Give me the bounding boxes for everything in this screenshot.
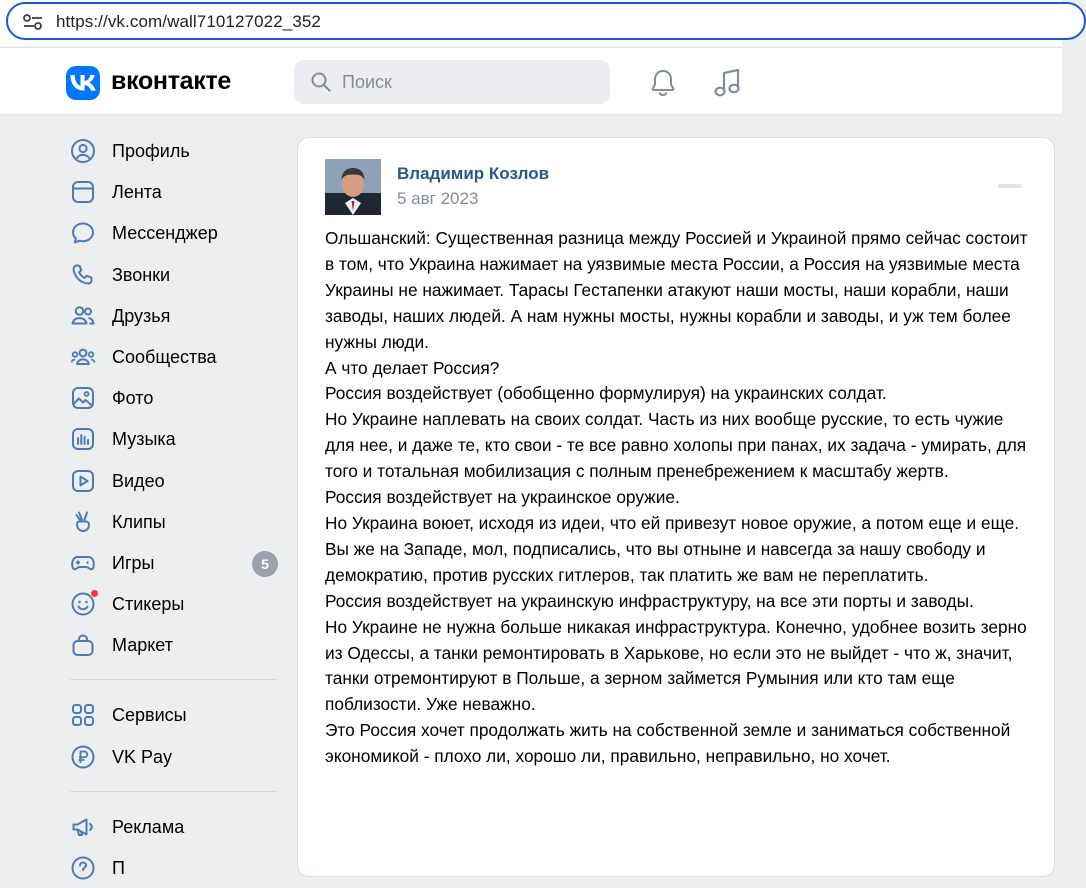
video-icon [70,468,96,494]
newsfeed-icon [70,179,96,205]
gamepad-icon [70,550,96,576]
left-sidebar [60,130,282,888]
services-grid-icon [70,702,96,728]
post-paragraph: А что делает Россия? [325,357,500,378]
sidebar-item-label: Игры [112,552,155,573]
new-indicator-dot [90,589,99,598]
games-count-badge: 5 [252,551,278,577]
brand-wordmark[interactable]: вконтакте [111,67,232,95]
sidebar-item-communities[interactable] [60,336,282,377]
sidebar-item-help[interactable] [60,847,282,888]
post-paragraph: Россия воздействует (обобщенно формулируя) на украинских солдат. [325,383,887,404]
chat-bubble-icon [70,220,96,246]
sidebar-item-services[interactable] [60,694,282,735]
sidebar-divider [70,679,277,680]
clips-icon [70,509,96,535]
post-more-button[interactable] [998,184,1022,188]
help-icon [70,855,96,881]
sidebar-item-label: Маркет [112,635,173,656]
sidebar-item-label: Клипы [112,511,166,532]
sidebar-item-clips[interactable] [60,501,282,542]
sidebar-item-label: Музыка [112,429,176,450]
sidebar-item-video[interactable] [60,460,282,501]
sidebar-item-label: Друзья [112,305,171,326]
sidebar-item-friends[interactable] [60,295,282,336]
photo-icon [70,385,96,411]
sidebar-item-label: Сервисы [112,705,187,726]
sidebar-item-feed[interactable] [60,171,282,212]
sidebar-item-label: Звонки [112,264,171,285]
sidebar-item-messenger[interactable] [60,212,282,253]
megaphone-icon [70,814,96,840]
user-circle-icon [70,138,96,164]
post-text [325,226,1030,770]
post-paragraph: Ольшанский: Существенная разница между Россией и Украиной прямо сейчас состоит в том, что Украина нажимает на уязвимые места России, а Россия на уязвимые места Украины не нажимает. Тарасы Гестапенки атакуют наши мосты, наши корабли, наши заводы, наших людей. А нам нужны мосты, нужны корабли и заводы, и уж тем более нужны люди. [325,228,1028,352]
phone-icon [70,262,96,288]
url-text[interactable]: https://vk.com/wall710127022_352 [56,12,321,31]
sidebar-item-label: Видео [112,470,165,491]
sidebar-item-label: VK Pay [112,746,173,767]
post-paragraph: Это Россия хочет продолжать жить на собственной земле и заниматься собственной экономикой - плохо ли, хорошо ли, правильно, неправильно, но хочет. [325,720,1011,767]
sidebar-item-profile[interactable] [60,130,282,171]
sidebar-item-ads[interactable] [60,806,282,847]
search-input[interactable] [342,60,592,104]
post-paragraph: Но Украине наплевать на своих солдат. Часть из них вообще русские, то есть чужие для нее, и даже те, кто свои - те все равно холопы при панах, их задача - умирать, для того и тотальная мобилизация с полным пренебрежением к масштабу жертв. [325,409,1027,482]
sidebar-item-games[interactable] [60,542,282,583]
sidebar-item-label: Стикеры [112,594,185,615]
post-paragraph: Но Украина воюет, исходя из идеи, что ей привезут новое оружие, а потом еще и еще. Вы же на Западе, мол, подписались, что вы отныне и навсегда за нашу свободу и демократию, против русских гитлеров, так платить же вам не переплатить. [325,512,1020,585]
sidebar-item-label: Профиль [112,141,190,161]
author-avatar[interactable] [325,159,381,215]
sidebar-item-calls[interactable] [60,254,282,295]
friends-icon [70,303,96,329]
site-settings-icon[interactable] [22,13,44,31]
browser-toolbar [0,0,1062,46]
post-paragraph: Россия воздействует на украинское оружие. [325,487,680,508]
sidebar-item-vkpay[interactable] [60,736,282,777]
post-author-name[interactable]: Владимир Козлов [397,164,550,183]
vk-logo-icon[interactable] [66,66,100,100]
bell-icon[interactable] [648,68,678,98]
sidebar-item-label: Реклама [112,816,185,837]
sidebar-divider [70,791,277,792]
search-box[interactable] [294,60,610,104]
market-bag-icon [70,632,96,658]
sidebar-item-label: Фото [112,388,154,409]
post-date[interactable]: 5 авг 2023 [397,189,479,208]
communities-icon [70,344,96,370]
music-note-icon[interactable] [713,67,743,99]
sidebar-item-label: Сообщества [112,346,217,367]
site-header [0,47,1062,115]
sidebar-item-stickers[interactable] [60,583,282,624]
address-bar[interactable] [6,2,1086,40]
music-icon [70,426,96,452]
sidebar-item-label: П [112,858,125,878]
vkpay-icon [70,744,96,770]
sidebar-item-market[interactable] [60,624,282,665]
search-icon [310,71,332,93]
wall-post [297,137,1055,877]
sidebar-item-label: Мессенджер [112,223,218,244]
sidebar-item-photos[interactable] [60,377,282,418]
post-paragraph: Россия воздействует на украинскую инфраструктуру, на все эти порты и заводы. [325,590,974,611]
sidebar-item-music[interactable] [60,418,282,459]
sidebar-item-label: Лента [112,182,162,203]
post-paragraph: Но Украине не нужна больше никакая инфраструктура. Конечно, удобнее возить зерно из Одессы, а танки ремонтировать в Харькове, но если это не выйдет - что ж, значит, танки отремонтируют в Польше, а зерном займется Румыния или кто там еще поблизости. Уже неважно. [325,616,1027,715]
